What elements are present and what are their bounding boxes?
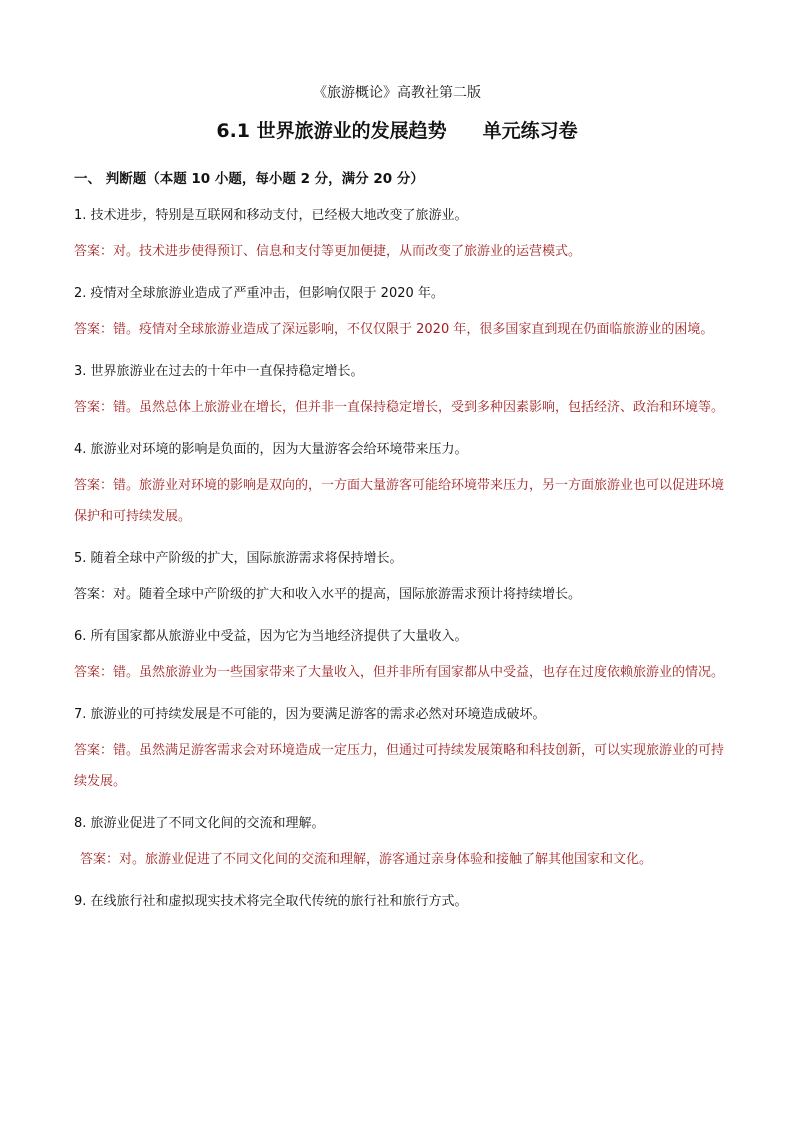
question-6: 6. 所有国家都从旅游业中受益，因为它为当地经济提供了大量收入。 [74,629,468,644]
answer-6: 答案：错。虽然旅游业为一些国家带来了大量收入，但并非所有国家都从中受益，也存在过度依赖旅游业的情况。 [74,665,725,680]
question-5: 5. 随着全球中产阶级的扩大，国际旅游需求将保持增长。 [74,551,403,566]
question-list [74,205,724,913]
answer-4: 答案：错。旅游业对环境的影响是双向的，一方面大量游客可能给环境带来压力，另一方面旅游业也可以促进环境保护和可持续发展。 [74,478,725,524]
answer-2: 答案：错。疫情对全球旅游业造成了深远影响，不仅仅限于 2020 年，很多国家直到现在仍面临旅游业的困境。 [74,322,714,337]
answer-5: 答案：对。随着全球中产阶级的扩大和收入水平的提高，国际旅游需求预计将持续增长。 [74,587,582,602]
answer-1: 答案：对。技术进步使得预订、信息和支付等更加便捷，从而改变了旅游业的运营模式。 [74,244,582,259]
title-suffix: 单元练习卷 [482,120,578,142]
question-8: 8. 旅游业促进了不同文化间的交流和理解。 [74,816,325,831]
title-main: 6.1 世界旅游业的发展趋势 [216,120,447,142]
question-1: 1. 技术进步，特别是互联网和移动支付，已经极大地改变了旅游业。 [74,208,468,223]
answer-3: 答案：错。虽然总体上旅游业在增长，但并非一直保持稳定增长，受到多种因素影响，包括经济、政治和环境等。 [74,400,725,415]
question-9: 9. 在线旅行社和虚拟现实技术将完全取代传统的旅行社和旅行方式。 [74,894,468,909]
document-title [0,116,794,143]
document-subtitle: 《旅游概论》高教社第二版 [313,85,481,101]
question-2: 2. 疫情对全球旅游业造成了严重冲击，但影响仅限于 2020 年。 [74,286,444,301]
answer-7: 答案：错。虽然满足游客需求会对环境造成一定压力，但通过可持续发展策略和科技创新，可以实现旅游业的可持续发展。 [74,743,725,789]
question-4: 4. 旅游业对环境的影响是负面的，因为大量游客会给环境带来压力。 [74,442,468,457]
question-3: 3. 世界旅游业在过去的十年中一直保持稳定增长。 [74,364,364,379]
answer-8: 答案：对。旅游业促进了不同文化间的交流和理解，游客通过亲身体验和接触了解其他国家和文化。 [80,852,653,867]
section-heading: 一、 判断题（本题 10 小题，每小题 2 分，满分 20 分） [74,171,424,187]
question-7: 7. 旅游业的可持续发展是不可能的，因为要满足游客的需求必然对环境造成破坏。 [74,707,546,722]
